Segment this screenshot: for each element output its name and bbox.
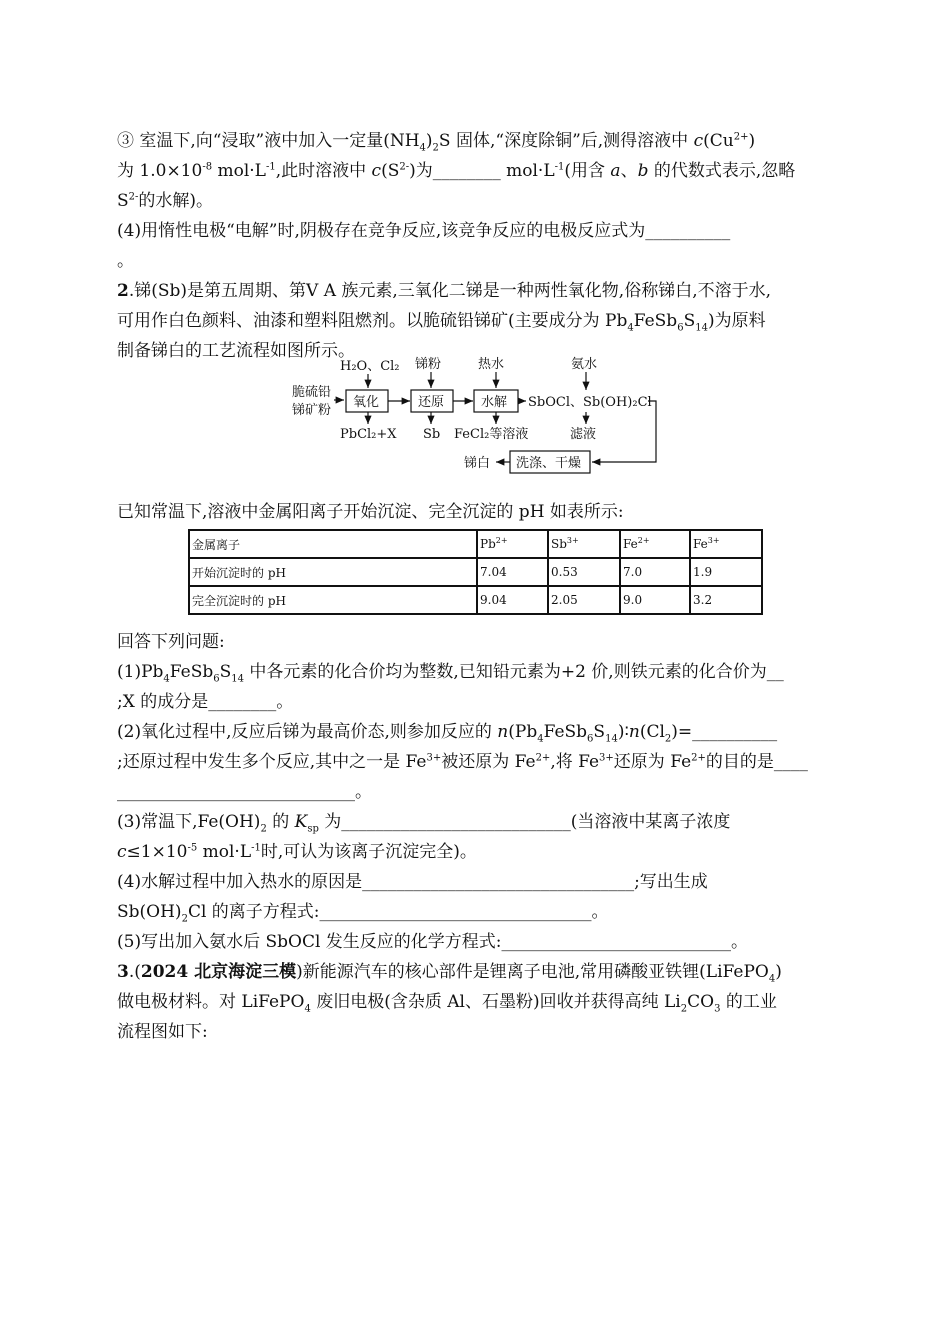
table-row: 开始沉淀时的 pH 7.04 0.53 7.0 1.9 bbox=[189, 558, 762, 586]
byproduct-label: Sb bbox=[423, 427, 441, 442]
byproduct-label: FeCl₂等溶液 bbox=[454, 427, 529, 442]
known-conditions: 已知常温下,溶液中金属阳离子开始沉淀、完全沉淀的 pH 如表所示: bbox=[117, 502, 624, 522]
question-1-continued bbox=[117, 126, 837, 366]
text-line: $Sb(OH)_2Cl$ 的离子方程式:________________________________。 bbox=[117, 902, 609, 925]
process-step: 洗涤、干燥 bbox=[516, 456, 582, 471]
reagent-label: 锑粉 bbox=[415, 357, 442, 372]
text-line: $c\le 1\times 10^{-5}$ $mol\cdot L^{-1}$时,可认为该离子沉淀完全)。 bbox=[117, 842, 477, 862]
text-line: ③ 室温下,向“浸取”液中加入一定量$(NH_4)_2S$ 固体,“深度除铜”后,测得溶液中 $c(Cu^{2+})$ bbox=[117, 131, 756, 154]
process-step: 氧化 bbox=[353, 395, 380, 410]
text-line: 为 $1.0\times 10^{-8}$ $mol\cdot L^{-1}$,此时溶液中 $c(S^{2-})$为________ $mol\cdot L^{-1}$(用含 a、b 的代数式表示,忽略 bbox=[117, 161, 796, 181]
process-step: 还原 bbox=[418, 395, 445, 410]
text-line: 可用作白色颜料、油漆和塑料阻燃剂。以脆硫铅锑矿(主要成分为 $Pb_4FeSb_6S_{14}$)为原料 bbox=[117, 311, 766, 334]
feed-label: 锑矿粉 bbox=[292, 403, 332, 418]
text-line: $(1)Pb_4FeSb_6S_{14}$ 中各元素的化合价均为整数,已知铅元素为+2 价,则铁元素的化合价为__ bbox=[117, 662, 784, 685]
byproduct-label: PbCl₂+X bbox=[340, 427, 397, 442]
question-2-intro: 2.锑(Sb)是第五周期、第Ⅴ A 族元素,三氧化二锑是一种两性氧化物,俗称锑白,不溶于水, bbox=[117, 281, 772, 301]
reagent-label: 氨水 bbox=[571, 357, 598, 372]
text-line: (3)常温下$,Fe(OH)_2$ 的 $K_{sp}$ 为___________________________(当溶液中某离子浓度 bbox=[117, 812, 731, 835]
text-line: 制备锑白的工艺流程如图所示。 bbox=[117, 341, 355, 361]
process-step: 水解 bbox=[481, 395, 508, 410]
feed-label: 脆硫铅 bbox=[292, 385, 332, 400]
question-3-intro: 3.(2024 北京海淀三模)新能源汽车的核心部件是锂离子电池,常用磷酸亚铁锂(LiFePO$_4$) bbox=[117, 962, 782, 985]
reagent-label: H₂O、Cl₂ bbox=[340, 359, 400, 374]
text-line: $S^{2-}$的水解)。 bbox=[117, 191, 214, 211]
table-row: 金属离子 $Pb^{2+}$ $Sb^{3+}$ $Fe^{2+}$ $Fe^{3+}$ bbox=[189, 530, 762, 558]
final-product-label: 锑白 bbox=[464, 456, 491, 471]
text-line: (2)氧化过程中,反应后锑为最高价态,则参加反应的 $n(Pb_4FeSb_6S_{14})∶n(Cl_2)=\_\_\_\_\_\_\_\_\_\_$ bbox=[117, 722, 778, 745]
ph-table bbox=[188, 529, 763, 615]
intermediate-label: SbOCl、Sb(OH)₂Cl bbox=[528, 395, 652, 410]
text-line: 。 bbox=[117, 251, 134, 271]
reagent-label: 热水 bbox=[478, 357, 505, 372]
table-row: 完全沉淀时的 pH 9.04 2.05 9.0 3.2 bbox=[189, 586, 762, 614]
question-2-parts: 回答下列问题: $(1)Pb_4FeSb_6S_{14}$ 中各元素的化合价均为整数,已知铅元素为+2 价,则铁元素的化合价为__ ;X 的成分是________。 (2)氧化过程中,反应后锑为最高价态,则参加反应的 $n(Pb_4FeSb_6S_{14})∶n(Cl_2)=\_\_\_\_\_\_\_\_\_\_$ ;还原过程中发生多个反应,其中之一是 $Fe^{3+}$被还原为 $Fe^{2+}$,将 $Fe^{3+}$还原为 $Fe^{2+}$的目的是____ ____________________________。 (3)常温下$,Fe(OH)_2$ 的 $K_{sp}$ 为___________________________(当溶液中某离子浓度 $c\le 1\times 10^{-5}$ $mol\cdot L^{-1}$时,可认为该离子沉淀完全)。 (4)水解过程中加入热水的原因是________________________________;写出生成 $Sb(OH)_2Cl$ 的离子方程式:________________________________。 (5)写出加入氨水后 SbOCl 发生反应的化学方程式:___________________________。 3.(2024 北京海淀三模)新能源汽车的核心部件是锂离子电池,常用磷酸亚铁锂(LiFePO$_4$) 做电极材料。对 LiFePO$_4$ 废旧电极(含杂质 Al、石墨粉)回收并获得高纯 $Li_2CO_3$ 的工业 流程图如下: bbox=[117, 627, 837, 1047]
text-line: 做电极材料。对 LiFePO$_4$ 废旧电极(含杂质 Al、石墨粉)回收并获得高纯 $Li_2CO_3$ 的工业 bbox=[117, 992, 777, 1015]
text-line: ;还原过程中发生多个反应,其中之一是 $Fe^{3+}$被还原为 $Fe^{2+}$,将 $Fe^{3+}$还原为 $Fe^{2+}$的目的是____ bbox=[117, 752, 808, 772]
text-line: (4)用惰性电极“电解”时,阴极存在竞争反应,该竞争反应的电极反应式为__________ bbox=[117, 221, 731, 241]
process-flow-diagram bbox=[288, 352, 678, 476]
byproduct-label: 滤液 bbox=[570, 427, 597, 442]
